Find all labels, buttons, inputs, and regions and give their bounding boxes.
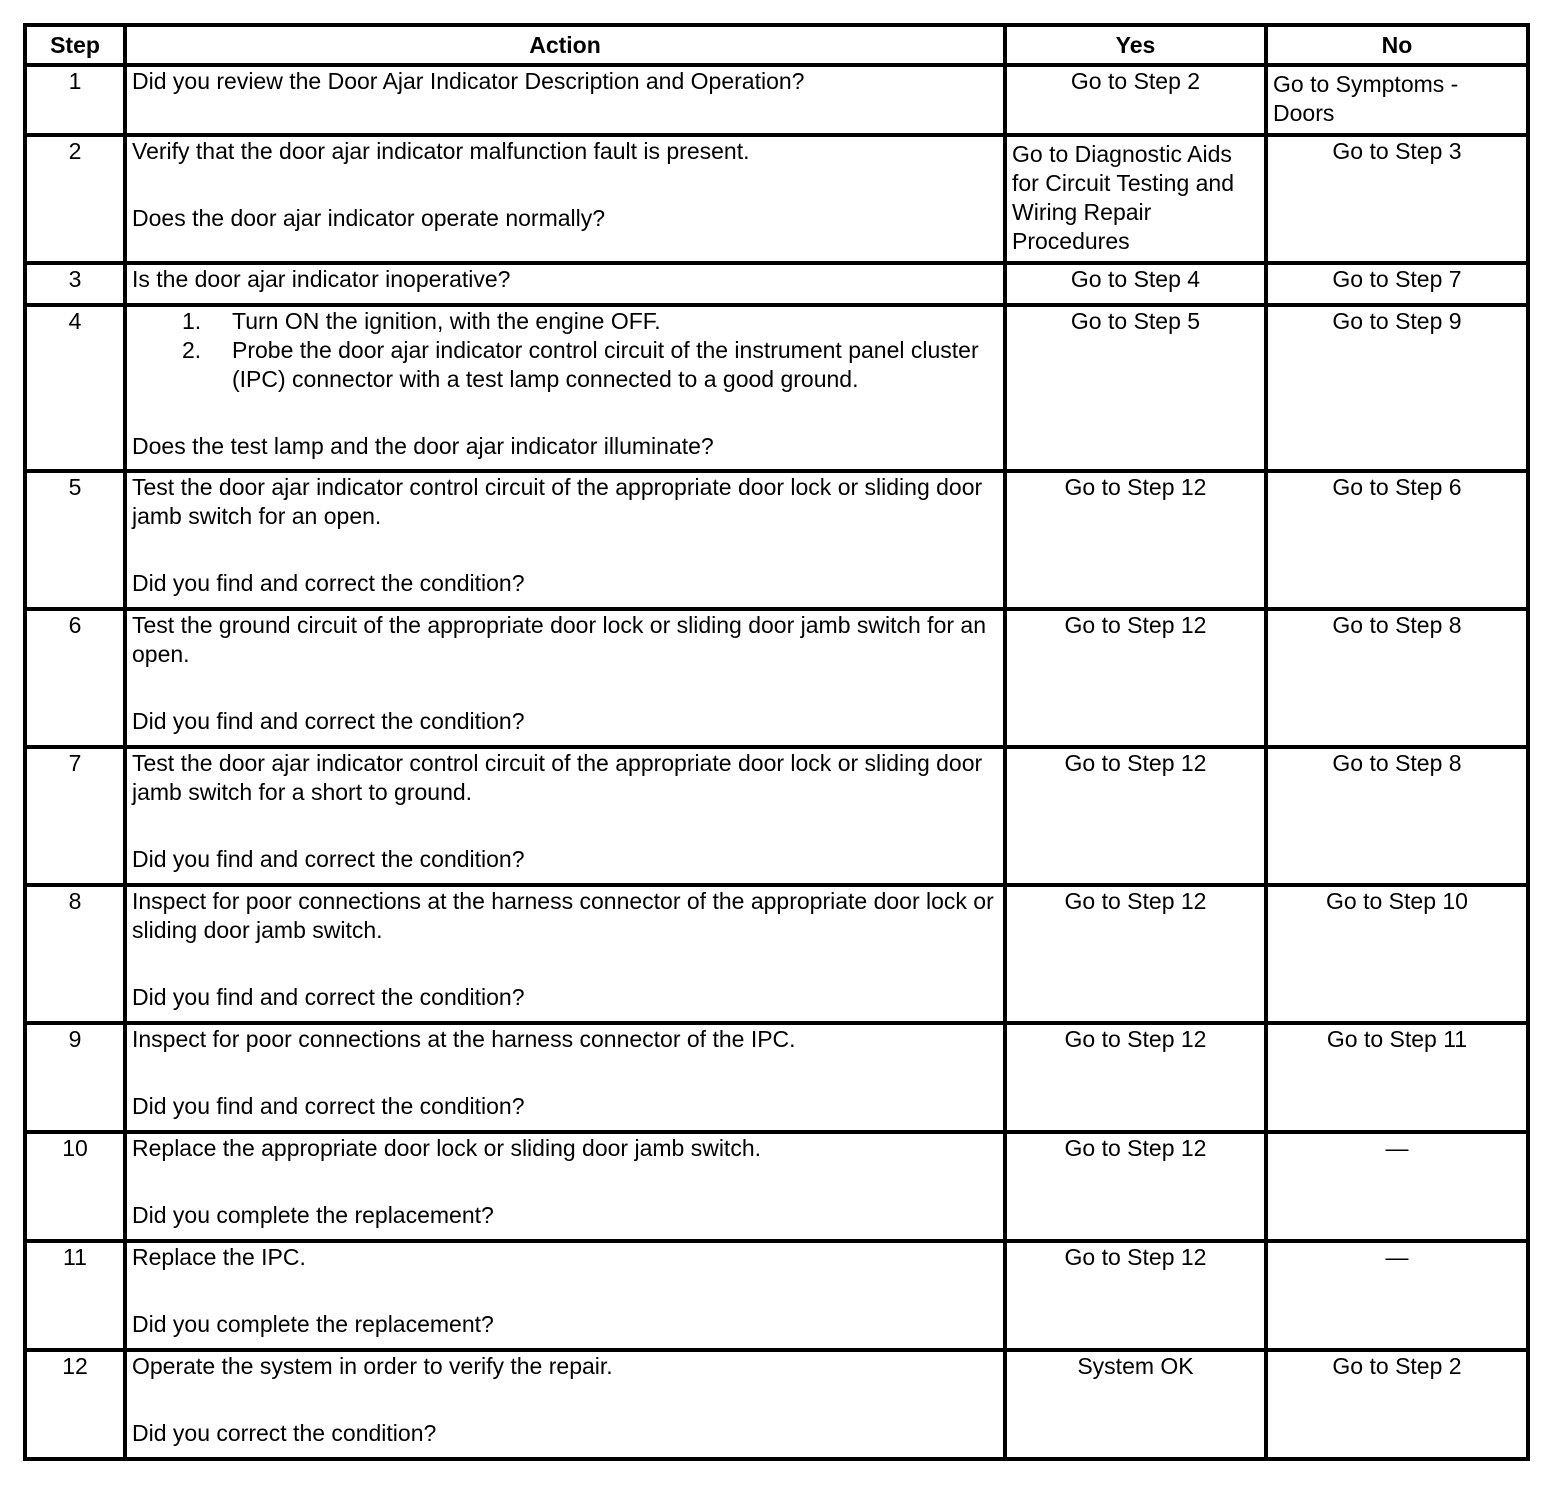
action-text: Operate the system in order to verify the repair. [132, 1353, 613, 1379]
action-cell [125, 471, 1005, 609]
action-question: Did you find and correct the condition? [132, 708, 525, 734]
yes-cell: Go to Step 12 [1005, 885, 1266, 1023]
action-text: Replace the IPC. [132, 1244, 306, 1270]
no-cell: Go to Step 9 [1266, 305, 1528, 471]
action-text: Test the ground circuit of the appropriate door lock or sliding door jamb switch for an open. [132, 612, 986, 667]
substep-item [182, 336, 998, 394]
action-text: Test the door ajar indicator control circuit of the appropriate door lock or sliding door jamb switch for an open. [132, 474, 983, 529]
no-cell: Go to Step 11 [1266, 1023, 1528, 1132]
action-question: Did you complete the replacement? [132, 1202, 494, 1228]
action-cell [125, 135, 1005, 263]
no-cell: — [1266, 1132, 1528, 1241]
substep-number: 2. [182, 337, 202, 363]
yes-cell: Go to Step 12 [1005, 1132, 1266, 1241]
header-yes: Yes [1005, 25, 1266, 65]
action-text: Inspect for poor connections at the harness connector of the appropriate door lock or sliding door jamb switch. [132, 888, 994, 943]
no-cell: Go to Symptoms - Doors [1266, 65, 1528, 135]
table-row [25, 747, 1528, 885]
yes-cell: Go to Step 12 [1005, 1241, 1266, 1350]
step-number: 2 [25, 135, 125, 263]
yes-cell: Go to Step 2 [1005, 65, 1266, 135]
step-number: 6 [25, 609, 125, 747]
action-text: Is the door ajar indicator inoperative? [132, 266, 511, 292]
step-number: 8 [25, 885, 125, 1023]
step-number: 1 [25, 65, 125, 135]
table-row [25, 1241, 1528, 1350]
table-row [25, 1132, 1528, 1241]
diagnostic-table [23, 23, 1530, 1461]
step-number: 4 [25, 305, 125, 471]
action-question: Did you find and correct the condition? [132, 1093, 525, 1119]
step-number: 10 [25, 1132, 125, 1241]
step-number: 12 [25, 1350, 125, 1459]
step-number: 3 [25, 263, 125, 305]
header-action: Action [125, 25, 1005, 65]
table-row [25, 885, 1528, 1023]
action-cell [125, 1350, 1005, 1459]
no-cell: Go to Step 8 [1266, 609, 1528, 747]
no-cell: Go to Step 8 [1266, 747, 1528, 885]
action-question: Did you complete the replacement? [132, 1311, 494, 1337]
table-row [25, 65, 1528, 135]
yes-cell: Go to Step 5 [1005, 305, 1266, 471]
action-cell [125, 1241, 1005, 1350]
action-text: Verify that the door ajar indicator malfunction fault is present. [132, 138, 750, 164]
header-step: Step [25, 25, 125, 65]
action-text: Replace the appropriate door lock or sliding door jamb switch. [132, 1135, 761, 1161]
step-number: 11 [25, 1241, 125, 1350]
no-cell: Go to Step 6 [1266, 471, 1528, 609]
yes-cell: Go to Step 12 [1005, 1023, 1266, 1132]
action-question: Did you correct the condition? [132, 1420, 437, 1446]
substep-text: Probe the door ajar indicator control circuit of the instrument panel cluster (IPC) connector with a test lamp connected to a good ground. [232, 337, 979, 392]
step-number: 7 [25, 747, 125, 885]
action-cell [125, 1023, 1005, 1132]
action-cell [125, 885, 1005, 1023]
substep-number: 1. [182, 308, 202, 334]
yes-cell: Go to Diagnostic Aids for Circuit Testing and Wiring Repair Procedures [1005, 135, 1266, 263]
substep-text: Turn ON the ignition, with the engine OFF. [232, 308, 661, 334]
yes-cell: Go to Step 12 [1005, 747, 1266, 885]
no-cell: Go to Step 2 [1266, 1350, 1528, 1459]
no-cell: Go to Step 3 [1266, 135, 1528, 263]
action-cell [125, 65, 1005, 135]
action-question: Did you find and correct the condition? [132, 984, 525, 1010]
step-number: 9 [25, 1023, 125, 1132]
table-row [25, 305, 1528, 471]
header-row [25, 25, 1528, 65]
table-row [25, 135, 1528, 263]
substep-list [132, 307, 998, 394]
yes-cell: Go to Step 12 [1005, 471, 1266, 609]
action-cell [125, 609, 1005, 747]
yes-cell: Go to Step 4 [1005, 263, 1266, 305]
action-cell [125, 1132, 1005, 1241]
no-cell: — [1266, 1241, 1528, 1350]
action-cell [125, 305, 1005, 471]
action-question: Does the test lamp and the door ajar indicator illuminate? [132, 433, 714, 459]
action-cell [125, 263, 1005, 305]
table-row [25, 1350, 1528, 1459]
table-row [25, 471, 1528, 609]
table-row [25, 609, 1528, 747]
action-cell [125, 747, 1005, 885]
step-number: 5 [25, 471, 125, 609]
action-question: Does the door ajar indicator operate normally? [132, 205, 606, 231]
no-cell: Go to Step 7 [1266, 263, 1528, 305]
table-row [25, 1023, 1528, 1132]
yes-cell: System OK [1005, 1350, 1266, 1459]
action-text: Did you review the Door Ajar Indicator Description and Operation? [132, 68, 805, 94]
action-text: Inspect for poor connections at the harness connector of the IPC. [132, 1026, 796, 1052]
action-question: Did you find and correct the condition? [132, 570, 525, 596]
substep-item [182, 307, 998, 336]
yes-cell: Go to Step 12 [1005, 609, 1266, 747]
action-text: Test the door ajar indicator control circuit of the appropriate door lock or sliding door jamb switch for a short to ground. [132, 750, 983, 805]
table-row [25, 263, 1528, 305]
action-question: Did you find and correct the condition? [132, 846, 525, 872]
header-no: No [1266, 25, 1528, 65]
no-cell: Go to Step 10 [1266, 885, 1528, 1023]
